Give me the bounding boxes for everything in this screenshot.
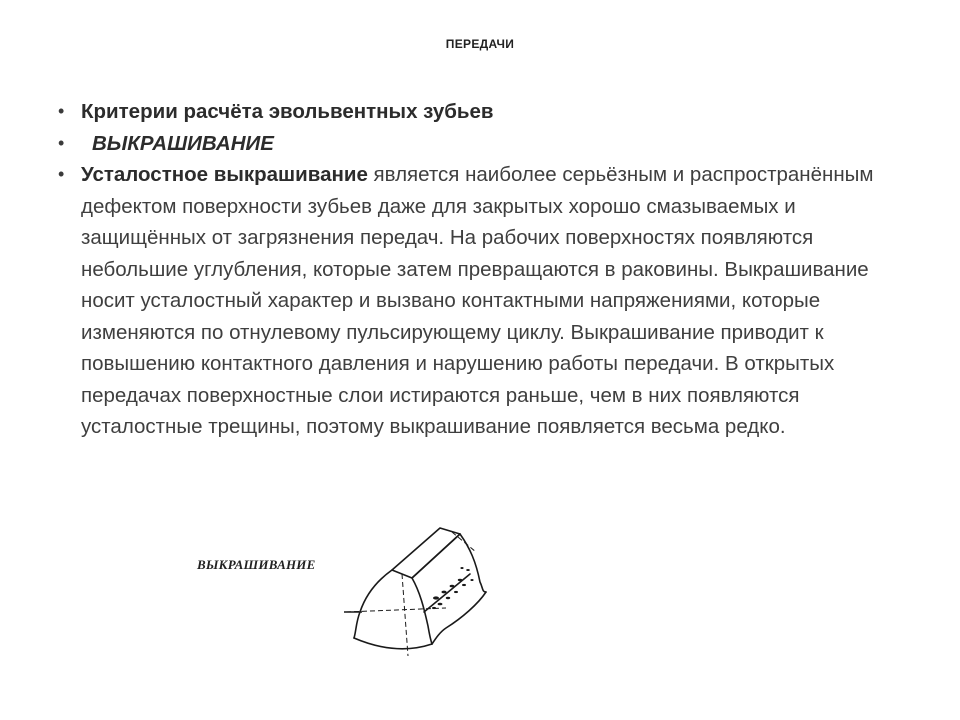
bullet-list: [58, 96, 908, 443]
figure-label: ВЫКРАШИВАНИЕ: [197, 557, 316, 572]
bullet-fatigue-pitting: [58, 159, 908, 443]
fatigue-pitting-term: Усталостное выкрашивание: [81, 163, 368, 186]
bullet-dot-icon: •: [58, 132, 65, 153]
bullet-pitting-heading: [58, 128, 908, 160]
bullet-pitting-heading-text: ВЫКРАШИВАНИЕ: [92, 131, 274, 155]
slide-title: ПЕРЕДАЧИ: [445, 37, 515, 51]
fatigue-pitting-description: является наиболее серьёзным и распространённым дефектом поверхности зубьев даже для закрытых хорошо смазываемых и защищённых от загрязнения передач. На рабочих поверхностях появляются небольшие углубления, которые затем превращаются в раковины. Выкрашивание носит усталостный характер и вызвано контактными напряжениями, которые изменяются по отнулевому пульсирующему циклу. Выкрашивание приводит к повышению контактного давления и нарушению работы передачи. В открытых передачах поверхностные слои истираются раньше, чем в них появляются усталостные трещины, поэтому выкрашивание появляется весьма редко.: [81, 163, 874, 438]
bullet-criteria: [58, 96, 908, 128]
bullet-dot-icon: •: [58, 101, 65, 121]
gear-tooth-pitting-drawing-icon: [342, 522, 492, 662]
bullet-criteria-text: Критерии расчёта эвольвентных зубьев: [81, 100, 494, 123]
bullet-dot-icon: •: [58, 164, 65, 184]
